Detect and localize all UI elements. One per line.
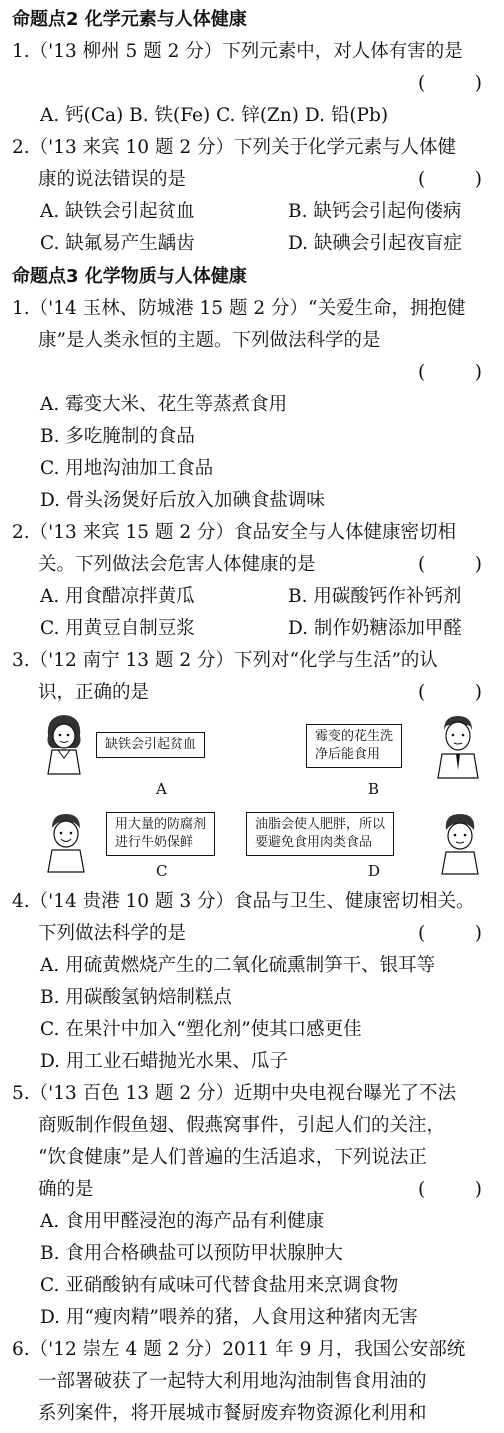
option-c: C. 缺氟易产生龋齿: [40, 233, 195, 254]
question-3-6-stem-cont: 系列案件，将开展城市餐厨废弃物资源化利用和: [38, 1403, 427, 1424]
question-3-3-stem-cont: 识，正确的是: [38, 682, 150, 703]
option-row: [40, 196, 504, 227]
speech-bubble-c: 用大量的防腐剂 进行牛奶保鲜: [106, 812, 215, 856]
question-3-5-stem: 5.（'13 百色 13 题 2 分）近期中央电视台曝光了不法: [12, 1083, 456, 1104]
option-d: D. 缺碘会引起夜盲症: [288, 233, 462, 254]
option-d: D. 用“瘦肉精”喂养的猪，人食用这种猪肉无害: [40, 1307, 418, 1328]
figure-label-d: D: [368, 862, 381, 880]
question-3-6-stem: 6.（'12 崇左 4 题 2 分）2011 年 9 月，我国公安部统: [12, 1339, 466, 1360]
option-a: A. 用硫黄燃烧产生的二氧化硫熏制笋干、银耳等: [40, 955, 436, 976]
figure-label-c: C: [156, 862, 168, 880]
option-row: [40, 613, 504, 644]
option-d: D. 骨头汤煲好后放入加碘食盐调味: [40, 490, 325, 511]
question-3-4-stem-cont: 下列做法科学的是: [38, 923, 187, 944]
option-a: A. 缺铁会引起贫血: [40, 201, 195, 222]
option-a: A. 用食醋凉拌黄瓜: [40, 586, 195, 607]
option-b: B. 用碳酸氢钠焙制糕点: [40, 987, 232, 1008]
speech-bubble-d: 油脂会使人肥胖，所以 要避免食用肉类食品: [246, 812, 394, 856]
option-c: C. 用黄豆自制豆浆: [40, 618, 195, 639]
question-3-2-stem-cont: 关。下列做法会危害人体健康的是: [38, 554, 316, 575]
question-3-5-stem-cont: “饮食健康”是人们普遍的生活追求，下列说法正: [38, 1147, 427, 1168]
option-a: A. 食用甲醛浸泡的海产品有利健康: [40, 1211, 325, 1232]
boy-figure-c: [40, 808, 92, 874]
question-2-2-stem: 2.（'13 来宾 10 题 2 分）下列关于化学元素与人体健: [12, 137, 456, 158]
option-b: B. 缺钙会引起佝偻病: [288, 201, 462, 222]
option-d: D. 用工业石蜡抛光水果、瓜子: [40, 1051, 288, 1072]
option-a: A. 霉变大米、花生等蒸煮食用: [40, 394, 288, 415]
figure-label-a: A: [156, 780, 167, 798]
option-row: [40, 581, 504, 612]
option-c: C. 用地沟油加工食品: [40, 458, 214, 479]
question-3-1-stem: 1.（'14 玉林、防城港 15 题 2 分）“关爱生命，拥抱健: [12, 298, 466, 319]
option-c: C. 亚硝酸钠有咸味可代替食盐用来烹调食物: [40, 1275, 399, 1296]
question-3-5-stem-cont: 商贩制作假鱼翅、假燕窝事件，引起人们的关注，: [38, 1115, 446, 1136]
option-b: B. 食用合格碘盐可以预防甲状腺肿大: [40, 1243, 343, 1264]
option-d: D. 制作奶糖添加甲醛: [288, 618, 462, 639]
option-b: B. 用碳酸钙作补钙剂: [288, 586, 462, 607]
question-3-6-stem-cont: 一部署破获了一起特大利用地沟油制售食用油的: [38, 1371, 427, 1392]
question-2-1-stem: 1.（'13 柳州 5 题 2 分）下列元素中，对人体有害的是: [12, 41, 463, 62]
option-row: [40, 228, 504, 259]
speech-bubble-b: 霉变的花生洗 净后能食用: [306, 724, 402, 768]
section-title-2: 命题点2 化学元素与人体健康: [12, 9, 247, 30]
question-2-2-stem-cont: 康的说法错误的是: [38, 169, 187, 190]
exam-page: 命题点2 化学元素与人体健康 1.（'13 柳州 5 题 2 分）下列元素中，对人体有害的是 ( ) A. 钙(Ca) B. 铁(Fe) C. 锌(Zn) D. 铅(Pb) 2.（'13 来宾 10 题 2 分）下列关于化学元素与人体健 康的说法错误的是 ( ) A. 缺铁会引起贫血 B. 缺钙会引起佝偻病 C. 缺氟易产生龋齿 D. 缺碘会引起夜盲症 命题点3 化学物质与人体健康 1.（'14 玉林、防城港 15 题 2 分）“关爱生命，拥抱健 康”是人类永恒的主题。下列做法科学的是 ( ) A. 霉变大米、花生等蒸煮食用 B. 多吃腌制的食品 C. 用地沟油加工食品 D. 骨头汤煲好后放入加碘食盐调味 2.（'13 来宾 15 题 2 分）食品安全与人体健康密切相 关。下列做法会危害人体健康的是 ( ) A. 用食醋凉拌黄瓜 B. 用碳酸钙作补钙剂 C. 用黄豆自制豆浆 D. 制作奶糖添加甲醛 3.（'12 南宁 13 题 2 分）下列对“化学与生活”的认 识，正确的是 ( ) 缺铁会引起贫血 A 霉变的花生洗 净后能食用 B 用大量的防腐剂 进行牛奶保鲜 C 油脂会使人肥胖，所以 要避免食用肉类食品 D 4.（'14 贵港 10 题 3 分）食品与卫生、健康密切相关。 下列做法科学的是 ( ) A. 用硫黄燃烧产生的二氧化硫熏制笋干、银耳等 B. 用碳酸氢钠焙制糕点 C. 在果汁中加入“塑化剂”使其口感更佳 D. 用工业石蜡抛光水果、瓜子 5.（'13 百色 13 题 2 分）近期中央电视台曝光了不法 商贩制作假鱼翅、假燕窝事件，引起人们的关注， “饮食健康”是人们普遍的生活追求，下列说法正 确的是 ( ) A. 食用甲醛浸泡的海产品有利健康 B. 食用合格碘盐可以预防甲状腺肿大 C. 亚硝酸钠有咸味可代替食盐用来烹调食物 D. 用“瘦肉精”喂养的猪，人食用这种猪肉无害 6.（'12 崇左 4 题 2 分）2011 年 9 月，我国公安部统 一部署破获了一起特大利用地沟油制售食用油的 系列案件，将开展城市餐厨废弃物资源化利用和: [0, 0, 504, 1433]
girl-figure-a: [38, 710, 90, 776]
boy-figure-d: [434, 808, 486, 876]
illustration-figure: [38, 708, 488, 883]
question-3-2-stem: 2.（'13 来宾 15 题 2 分）食品安全与人体健康密切相: [12, 522, 456, 543]
man-figure-b: [430, 710, 486, 780]
question-3-1-stem-cont: 康”是人类永恒的主题。下列做法科学的是: [38, 330, 381, 351]
speech-bubble-a: 缺铁会引起贫血: [96, 732, 205, 758]
question-3-4-stem: 4.（'14 贵港 10 题 3 分）食品与卫生、健康密切相关。: [12, 891, 475, 912]
question-2-1-options: A. 钙(Ca) B. 铁(Fe) C. 锌(Zn) D. 铅(Pb): [40, 105, 389, 126]
question-3-3-stem: 3.（'12 南宁 13 题 2 分）下列对“化学与生活”的认: [12, 650, 438, 671]
option-b: B. 多吃腌制的食品: [40, 426, 195, 447]
section-title-3: 命题点3 化学物质与人体健康: [12, 266, 247, 287]
figure-label-b: B: [368, 780, 380, 798]
question-3-5-stem-cont: 确的是: [38, 1179, 94, 1200]
option-c: C. 在果汁中加入“塑化剂”使其口感更佳: [40, 1019, 362, 1040]
